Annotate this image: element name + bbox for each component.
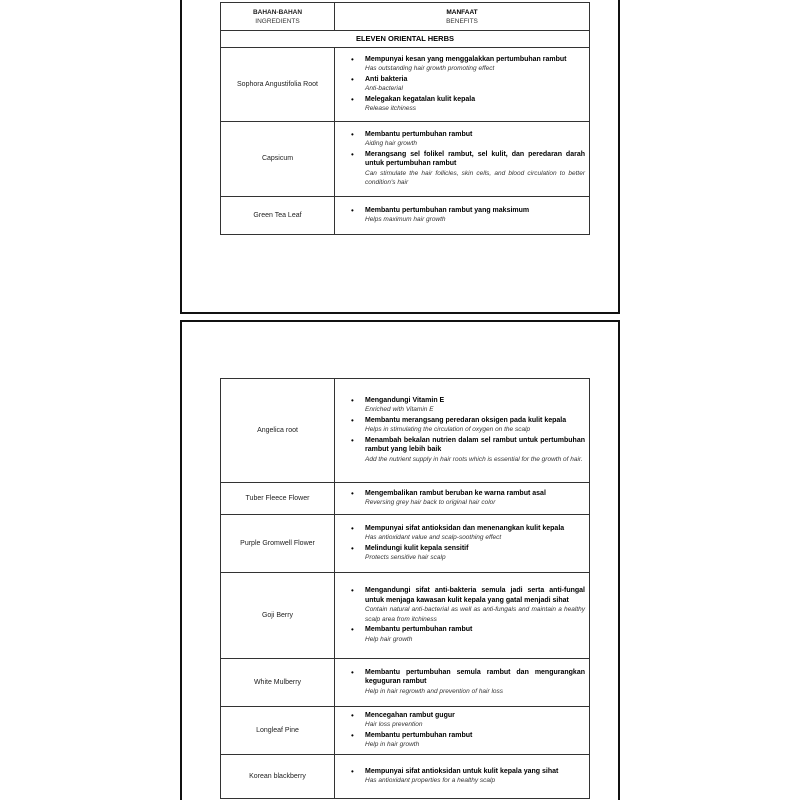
benefit-malay-text: • Mengandungi sifat anti-bakteria semula jadi serta anti-fungal untuk menjaga kawasan kulit kepala yang gatal menjadi sihat bbox=[365, 587, 585, 604]
benefit-english-text: Help hair growth bbox=[365, 635, 413, 643]
benefits-cell bbox=[335, 659, 590, 707]
ingredient-cell: Purple Gromwell Flower bbox=[221, 515, 335, 573]
benefit-item bbox=[365, 668, 585, 697]
benefit-english-text: Can stimulate the hair follicles, skin cells, and blood circulation to better condition's hair bbox=[365, 169, 585, 186]
benefit-malay-text: • Mempunyai kesan yang menggalakkan pertumbuhan rambut bbox=[365, 55, 567, 63]
benefit-english-text: Has outstanding hair growth promoting effect bbox=[365, 65, 495, 72]
benefit-list bbox=[339, 206, 585, 225]
benefit-item bbox=[365, 436, 585, 465]
ingredient-cell: Capsicum bbox=[221, 122, 335, 197]
table-row bbox=[221, 197, 590, 235]
benefit-english-text: Anti-bacterial bbox=[365, 85, 403, 92]
benefit-item bbox=[365, 95, 585, 114]
benefits-cell bbox=[335, 707, 590, 755]
table-row bbox=[221, 659, 590, 707]
ingredient-cell: Angelica root bbox=[221, 379, 335, 483]
benefit-english-text: Has antioxidant value and scalp-soothing effect bbox=[365, 534, 502, 541]
benefit-english-text: Contain natural anti-bacterial as well as anti-fungals and maintain a healthy scalp area from itchiness bbox=[365, 606, 585, 623]
benefits-header-ms: MANFAAT bbox=[446, 8, 478, 16]
benefit-item bbox=[365, 130, 585, 149]
benefit-item bbox=[365, 586, 585, 624]
benefit-item bbox=[365, 524, 585, 543]
benefits-header-en: BENEFITS bbox=[446, 17, 478, 25]
benefit-english-text: Help in hair regrowth and prevention of hair loss bbox=[365, 687, 504, 695]
benefit-item bbox=[365, 396, 585, 415]
benefit-list bbox=[339, 55, 585, 114]
benefit-item bbox=[365, 416, 585, 435]
benefit-english-text: Helps in stimulating the circulation of oxygen on the scalp bbox=[365, 426, 531, 434]
ingredient-cell: White Mulberry bbox=[221, 659, 335, 707]
benefit-english-text: Helps maximum hair growth bbox=[365, 216, 446, 223]
benefit-malay-text: • Mempunyai sifat antioksidan untuk kulit kepala yang sihat bbox=[365, 767, 559, 775]
benefit-malay-text: • Membantu pertumbuhan rambut bbox=[365, 731, 473, 739]
benefit-english-text: Hair loss prevention bbox=[365, 721, 423, 728]
benefit-malay-text: • Mengandungi Vitamin E bbox=[365, 396, 445, 404]
benefit-malay-text: • Merangsang sel folikel rambut, sel kulit, dan peredaran darah untuk pertumbuhan rambut bbox=[365, 150, 585, 167]
section-title: ELEVEN ORIENTAL HERBS bbox=[221, 31, 590, 48]
table-row bbox=[221, 122, 590, 197]
benefit-list bbox=[339, 711, 585, 750]
ingredient-cell: Longleaf Pine bbox=[221, 707, 335, 755]
benefit-english-text: Reversing grey hair back to original hair color bbox=[365, 499, 496, 506]
benefit-list bbox=[339, 767, 585, 786]
ingredient-cell: Green Tea Leaf bbox=[221, 197, 335, 235]
benefit-list bbox=[339, 586, 585, 644]
benefit-item bbox=[365, 150, 585, 188]
benefits-table-page-2 bbox=[220, 378, 590, 799]
ingredient-cell: Sophora Angustifolia Root bbox=[221, 48, 335, 122]
benefits-cell bbox=[335, 573, 590, 659]
benefit-malay-text: • Anti bakteria bbox=[365, 75, 408, 83]
benefit-english-text: Add the nutrient supply in hair roots which is essential for the growth of hair. bbox=[365, 455, 583, 463]
benefits-cell bbox=[335, 122, 590, 197]
table-row bbox=[221, 483, 590, 515]
benefit-list bbox=[339, 668, 585, 697]
benefit-english-text: Release itchiness bbox=[365, 105, 416, 112]
document-page-2 bbox=[180, 320, 620, 800]
table-row bbox=[221, 379, 590, 483]
benefit-malay-text: • Melegakan kegatalan kulit kepala bbox=[365, 95, 476, 103]
benefits-table-page-1 bbox=[220, 2, 590, 235]
benefit-item bbox=[365, 489, 585, 508]
benefit-item bbox=[365, 55, 585, 74]
benefits-cell bbox=[335, 379, 590, 483]
ingredient-cell: Tuber Fleece Flower bbox=[221, 483, 335, 515]
benefit-list bbox=[339, 130, 585, 188]
benefits-cell bbox=[335, 48, 590, 122]
benefits-cell bbox=[335, 483, 590, 515]
benefit-malay-text: • Membantu pertumbuhan rambut bbox=[365, 130, 473, 138]
benefit-malay-text: • Mengembalikan rambut beruban ke warna rambut asal bbox=[365, 489, 546, 497]
benefit-malay-text: • Mempunyai sifat antioksidan dan menenangkan kulit kepala bbox=[365, 524, 565, 532]
ingredient-cell: Korean blackberry bbox=[221, 755, 335, 799]
benefit-malay-text: • Membantu pertumbuhan rambut bbox=[365, 626, 473, 633]
benefit-item bbox=[365, 731, 585, 750]
ingredient-cell: Goji Berry bbox=[221, 573, 335, 659]
benefit-malay-text: • Melindungi kulit kepala sensitif bbox=[365, 544, 469, 552]
benefit-item bbox=[365, 544, 585, 563]
benefits-cell bbox=[335, 197, 590, 235]
table-row bbox=[221, 48, 590, 122]
benefit-item bbox=[365, 625, 585, 644]
table-row bbox=[221, 755, 590, 799]
benefit-malay-text: • Mencegahan rambut gugur bbox=[365, 711, 455, 719]
benefit-malay-text: • Menambah bekalan nutrien dalam sel rambut untuk pertumbuhan rambut yang lebih baik bbox=[365, 436, 585, 454]
ingredients-header-cell bbox=[221, 3, 335, 31]
benefit-malay-text: • Membantu pertumbuhan rambut yang maksimum bbox=[365, 206, 530, 214]
benefit-list bbox=[339, 396, 585, 465]
table-row bbox=[221, 515, 590, 573]
ingredients-header-en: INGREDIENTS bbox=[255, 17, 300, 25]
benefits-header-cell bbox=[335, 3, 590, 31]
ingredients-header-ms: BAHAN-BAHAN bbox=[252, 8, 303, 16]
table-row bbox=[221, 573, 590, 659]
benefit-item bbox=[365, 767, 585, 786]
benefit-item bbox=[365, 711, 585, 730]
benefit-english-text: Aiding hair growth bbox=[365, 140, 418, 147]
benefit-english-text: Enriched with Vitamin E bbox=[365, 406, 434, 414]
table-header-row bbox=[221, 3, 590, 31]
benefits-cell bbox=[335, 515, 590, 573]
benefits-cell bbox=[335, 755, 590, 799]
section-title-row bbox=[221, 31, 590, 48]
benefit-item bbox=[365, 206, 585, 225]
benefit-english-text: Has antioxidant properties for a healthy scalp bbox=[365, 777, 496, 784]
benefit-item bbox=[365, 75, 585, 94]
benefit-list bbox=[339, 489, 585, 508]
benefit-malay-text: • Membantu merangsang peredaran oksigen pada kulit kepala bbox=[365, 416, 567, 424]
benefit-list bbox=[339, 524, 585, 563]
benefit-english-text: Help in hair growth bbox=[365, 741, 420, 748]
table-row bbox=[221, 707, 590, 755]
benefit-english-text: Protects sensitive hair scalp bbox=[365, 554, 446, 561]
benefit-malay-text: • Membantu pertumbuhan semula rambut dan mengurangkan keguguran rambut bbox=[365, 668, 585, 686]
document-page-1 bbox=[180, 0, 620, 314]
